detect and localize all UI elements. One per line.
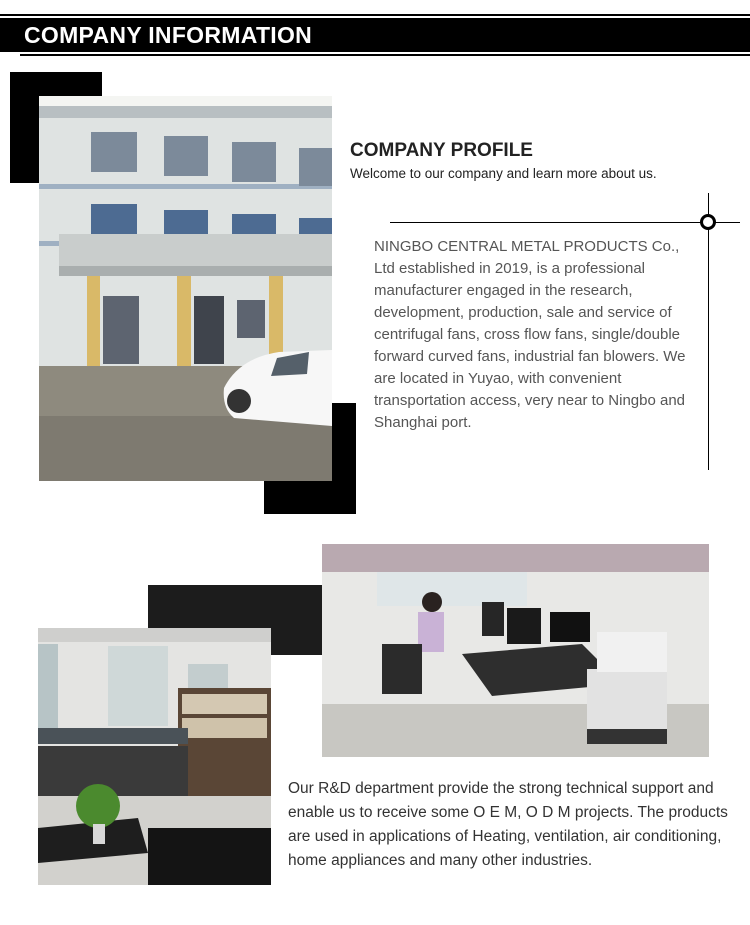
banner-top-line	[0, 14, 750, 16]
profile-description: NINGBO CENTRAL METAL PRODUCTS Co., Ltd established in 2019, is a professional manufacturer engaged in the research, development, production, sale and service of centrifugal fans, cross flow fans, single/double forward curved fans, industrial fan blowers. We are located in Yuyao, with convenient transportation access, very near to Ningbo and Shanghai port.	[374, 238, 686, 431]
showroom-photo	[38, 628, 271, 885]
page-title: COMPANY INFORMATION	[24, 22, 313, 48]
decorative-ring	[700, 214, 716, 230]
office-photo	[322, 544, 709, 757]
banner-bottom-line	[20, 54, 750, 56]
header-banner	[0, 14, 750, 56]
rd-description: Our R&D department provide the strong technical support and enable us to receive some O E M, O D M projects. The products are used in applications of Heating, ventilation, air conditioning, home appliances and many other industries.	[288, 780, 728, 869]
decorative-vertical-line	[708, 193, 709, 470]
profile-subtitle: Welcome to our company and learn more about us.	[350, 166, 657, 181]
decorative-horizontal-line	[390, 222, 740, 223]
profile-title: COMPANY PROFILE	[350, 140, 533, 161]
factory-building-photo	[39, 96, 332, 481]
